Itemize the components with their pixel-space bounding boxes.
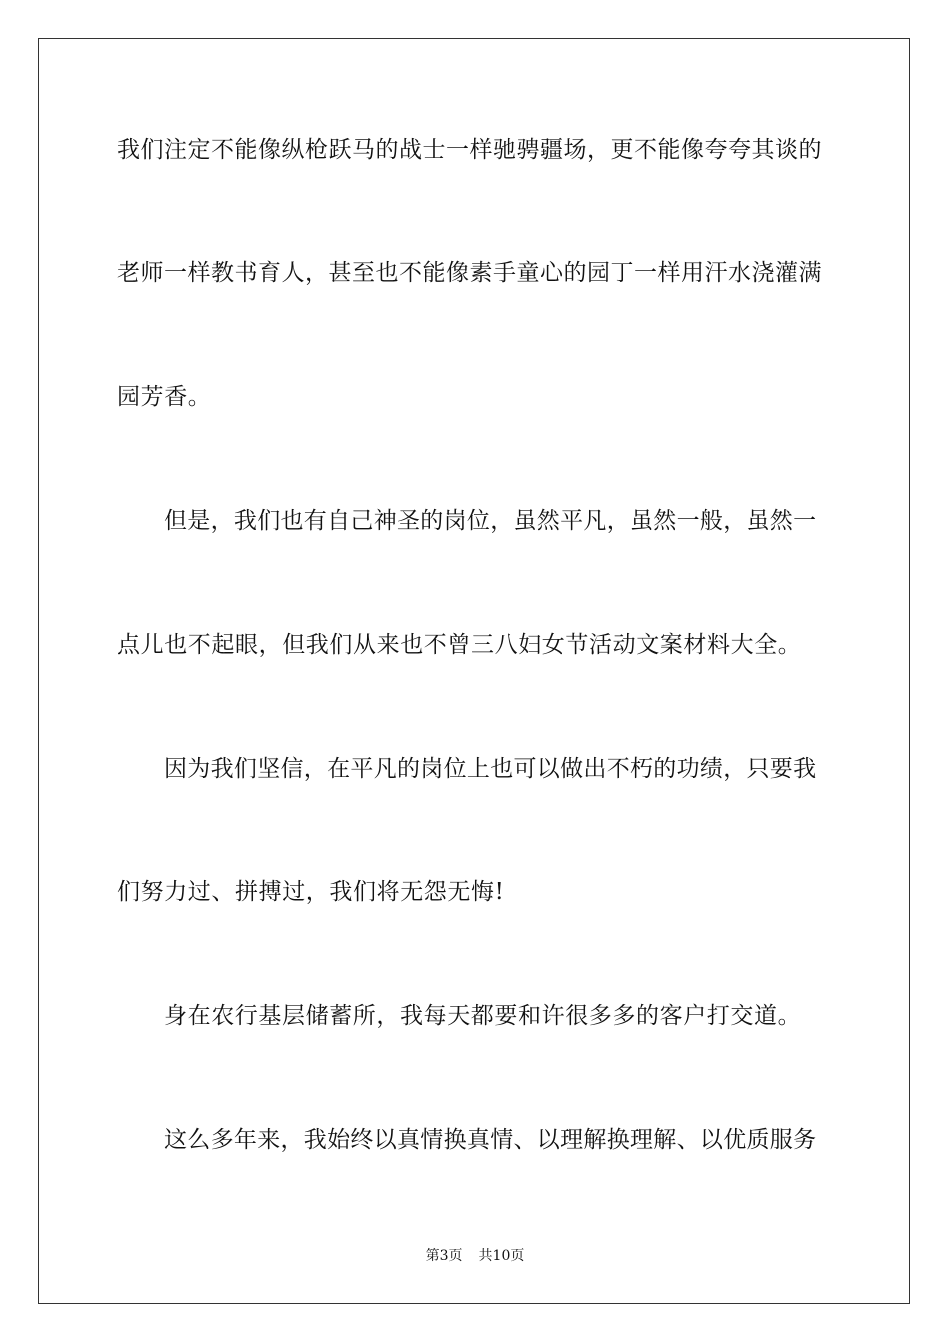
text-line: 点儿也不起眼，但我们从来也不曾三八妇女节活动文案材料大全。 xyxy=(117,632,802,658)
text-line: 我们注定不能像纵枪跃马的战士一样驰骋疆场，更不能像夸夸其谈的 xyxy=(117,137,822,163)
paragraph-start-line: 因为我们坚信，在平凡的岗位上也可以做出不朽的功绩，只要我 xyxy=(164,756,817,782)
page-border xyxy=(38,38,910,1304)
text-line: 们努力过、拼搏过，我们将无怨无悔! xyxy=(117,879,505,905)
page-total: 共10页 xyxy=(478,1248,525,1264)
text-line: 园芳香。 xyxy=(117,384,212,410)
paragraph-start-line: 身在农行基层储蓄所，我每天都要和许很多多的客户打交道。 xyxy=(164,1003,802,1029)
page-number: 第3页 xyxy=(425,1248,463,1264)
paragraph-start-line: 但是，我们也有自己神圣的岗位，虽然平凡，虽然一般，虽然一 xyxy=(164,508,817,534)
page-footer xyxy=(0,1246,950,1266)
text-line: 老师一样教书育人，甚至也不能像素手童心的园丁一样用汗水浇灌满 xyxy=(117,260,822,286)
paragraph-start-line: 这么多年来，我始终以真情换真情、以理解换理解、以优质服务 xyxy=(164,1127,817,1153)
